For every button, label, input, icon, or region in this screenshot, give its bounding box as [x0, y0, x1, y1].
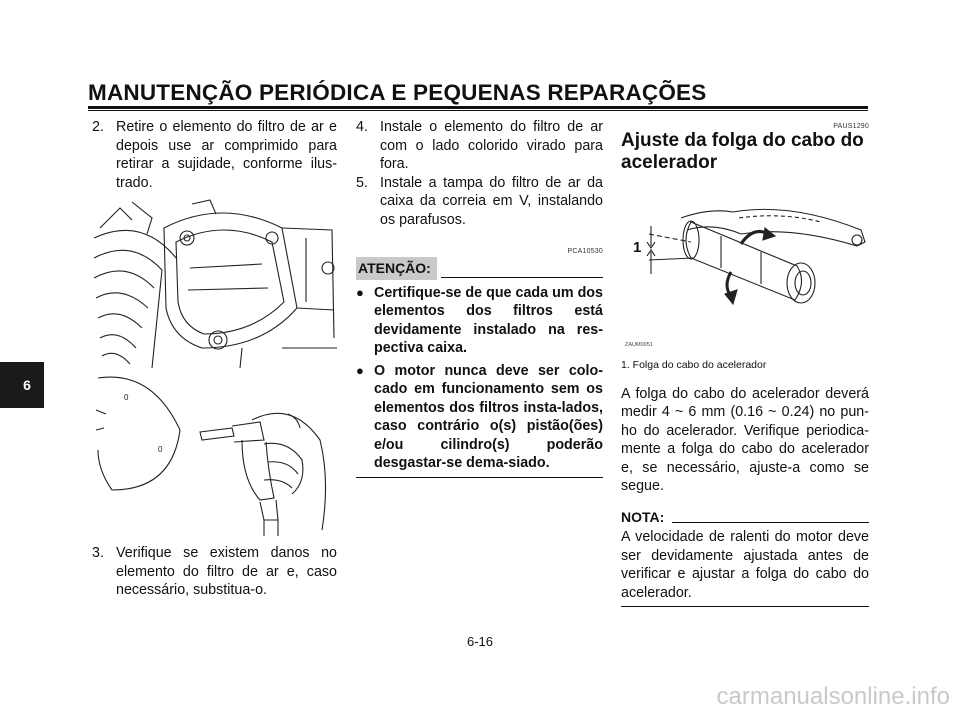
step-text: Instale a tampa do filtro de ar da caixa da correia em V, instalando os parafusos.	[380, 174, 603, 228]
caution-end-rule	[356, 477, 603, 478]
step-text: Verifique se existem danos no elemento do filtro de ar e, caso necessário, substitua-o.	[116, 545, 337, 598]
note-text: A velocidade de ralenti do motor deve ser devidamente ajustada antes de verificar e ajustar a folga do cabo do acelerador.	[621, 529, 869, 601]
step-2	[92, 118, 337, 192]
caution-bullet-text: O motor nunca deve ser colo-cado em funcionamento sem os elementos dos filtros insta-lados, caso contrário o(s) pistão(ões) e/ou cilindro(s) poderão desgastar-se dema-siado.	[374, 362, 603, 471]
title-rule-thin	[88, 110, 868, 111]
caution-bullet-text: Certifique-se de que cada um dos elementos dos filtros está devidamente instalado na res-pectiva caixa.	[374, 284, 603, 356]
caution-rule	[441, 277, 603, 278]
step-5	[356, 174, 603, 230]
page-number: 6-16	[466, 634, 494, 649]
watermark[interactable]: carmanualsonline.info	[716, 683, 950, 710]
caution-bullet	[356, 362, 603, 473]
svg-text:0: 0	[158, 445, 163, 454]
title-rule	[88, 106, 868, 109]
figure-code: ZAUM0051	[625, 342, 653, 348]
chapter-tab[interactable]: 6	[0, 362, 44, 408]
section-title: Ajuste da folga do cabo do acelerador	[621, 130, 864, 173]
column-middle	[356, 118, 603, 478]
throttle-grip-illustration	[621, 182, 869, 350]
note-end-rule	[621, 606, 869, 607]
air-filter-housing-illustration	[92, 198, 337, 368]
step-number: 3.	[92, 545, 104, 561]
step-number: 4.	[356, 119, 368, 135]
figure-callout: 1	[633, 239, 642, 256]
column-right	[621, 118, 869, 607]
caution-bullet	[356, 284, 603, 358]
step-number: 2.	[92, 119, 104, 135]
caution-header	[356, 257, 603, 280]
section-body: A folga do cabo do acelerador deverá medir 4 ~ 6 mm (0.16 ~ 0.24) no pun-ho do acelerador. Verifique periodica-mente a folga do cabo do acelerador e, se necessário, ajuste-a como se segue.	[621, 385, 869, 494]
section-code: PAUS1290	[833, 123, 869, 130]
bullet-dot-icon: ●	[356, 362, 364, 378]
caution-code: PCA10530	[567, 248, 603, 255]
step-text: Retire o elemento do filtro de ar e depois use ar comprimido para retirar a sujidade, conforme ilus-trado.	[116, 119, 337, 191]
step-4	[356, 118, 603, 174]
figure-caption: 1. Folga do cabo do acelerador	[621, 359, 767, 371]
note-label: NOTA:	[621, 508, 665, 525]
note-rule	[672, 522, 869, 523]
svg-text:0: 0	[124, 393, 129, 402]
caution-label: ATENÇÃO:	[356, 257, 437, 280]
column-left	[92, 118, 337, 600]
page-title: MANUTENÇÃO PERIÓDICA E PEQUENAS REPARAÇÕES	[88, 80, 707, 105]
step-number: 5.	[356, 174, 368, 191]
step-text: Instale o elemento do filtro de ar com o lado colorido virado para fora.	[380, 119, 603, 172]
bullet-dot-icon: ●	[356, 284, 364, 300]
step-3	[92, 544, 337, 600]
compressed-air-cleaning-illustration	[92, 370, 337, 538]
note-header	[621, 508, 869, 527]
